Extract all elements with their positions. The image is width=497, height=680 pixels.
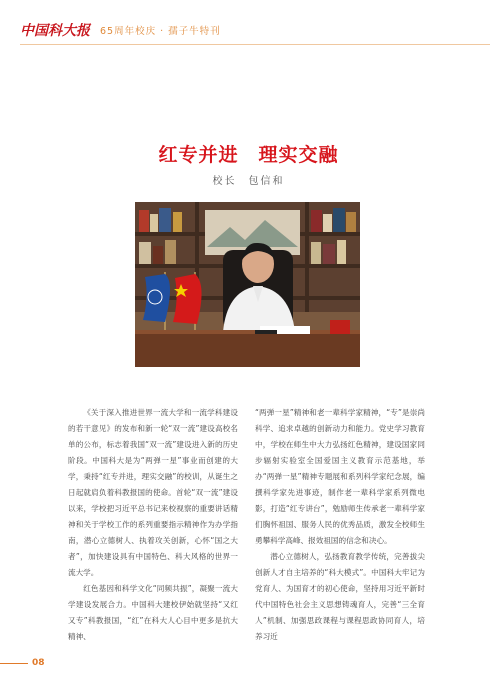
article-title: 红专并进 理实交融 [158, 144, 339, 166]
page-number-rule [0, 663, 28, 664]
issue-subtitle: 65周年校庆 · 孺子牛特刊 [100, 26, 221, 37]
newspaper-logo: 中国科大报 [20, 23, 90, 39]
paragraph: 潜心立德树人，弘扬教育教学传统，完善拔尖创新人才自主培养的“科大模式”。中国科大牢记为党育人、为国育才的初心使命，坚持用习近平新时代中国特色社会主义思想铸魂育人，完善“三全育人”机制、加强思政课程与课程思政协同育人，培养习近 [255, 552, 425, 641]
paragraph: 《关于深入推进世界一流大学和一流学科建设的若干意见》的发布和新一轮“双一流”建设高校名单的公布，标志着我国“双一流”建设进入新的历史阶段。中国科大是为“两弹一星”事业而创建的大学，秉持“红专并进，理实交融”的校训，从诞生之日起就肩负着科教报国的使命。首轮“双一流”建设以来，学校把习近平总书记来校视察的重要讲话精神和关于学校工作的系列重要指示精神作为办学指南，潜心立德树人、执着攻关创新，心怀“国之大者”，加快建设具有中国特色、科大风格的世界一流大学。 [68, 408, 238, 577]
article-column-right [255, 405, 425, 645]
article-author: 校长 包信和 [212, 176, 285, 187]
photo-illustration [135, 202, 360, 367]
page-number: 08 [32, 658, 45, 668]
president-photo [135, 202, 360, 367]
paragraph: 红色基因和科学文化“同频共振”，凝聚一流大学建设发展合力。中国科大建校伊始就坚持“又红又专”科教报国，“红”在科大人心目中更多是抗大精神、 [68, 584, 238, 641]
article-column-left [68, 405, 238, 645]
header-divider [20, 44, 490, 45]
masthead [20, 18, 221, 42]
paragraph: “两弹一星”精神和老一辈科学家精神，“专”是崇尚科学、追求卓越的创新动力和能力。党史学习教育中，学校在师生中大力弘扬红色精神，建设国家同步辐射实验室全国爱国主义教育示范基地，举办“两弹一星”精神专题展和系列科学家纪念展，编撰科学家先进事迹，制作老一辈科学家系列微电影，打造“红专讲台”，勉励师生传承老一辈科学家们胸怀祖国、服务人民的优秀品质，激发全校师生勇攀科学高峰、报效祖国的信念和决心。 [255, 408, 425, 545]
